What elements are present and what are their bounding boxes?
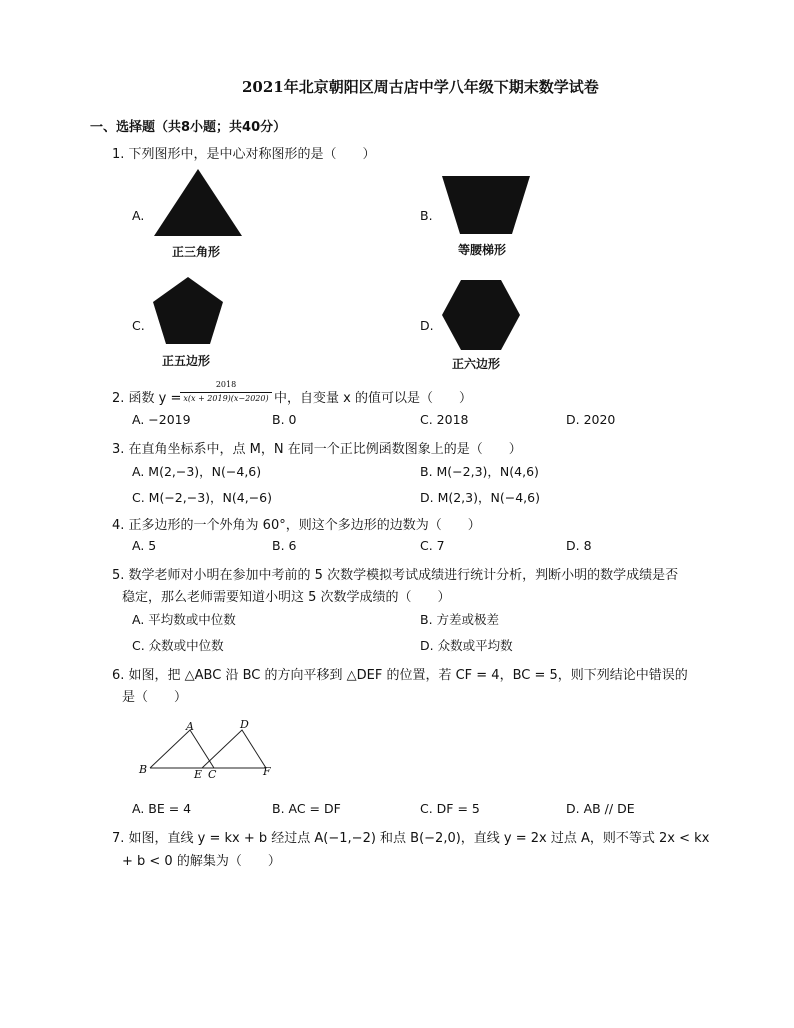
fig-label-d: D (240, 718, 249, 731)
q1-caption-b: 等腰梯形 (458, 243, 507, 257)
trapezoid-figure (440, 174, 532, 236)
triangle-figure (152, 166, 244, 238)
q3-stem: 3. 在直角坐标系中，点 M，N 在同一个正比例函数图象上的是（ ） (112, 442, 522, 457)
hexagon-figure (440, 278, 522, 352)
q3-option-b[interactable]: B. M(−2,3)，N(4,6) (420, 464, 539, 479)
q1-option-b-letter[interactable]: B. (420, 208, 433, 223)
q3-option-d[interactable]: D. M(2,3)，N(−4,6) (420, 490, 540, 505)
q6-stem-line1: 6. 如图，把 △ABC 沿 BC 的方向平移到 △DEF 的位置，若 CF = 4，BC = 5，则下列结论中错误的 (112, 668, 688, 683)
q3-option-c[interactable]: C. M(−2,−3)，N(4,−6) (132, 490, 272, 505)
q2-prefix: 2. 函数 y = (112, 391, 182, 406)
q7-stem-line1: 7. 如图，直线 y = kx + b 经过点 A(−1,−2) 和点 B(−2,0)，直线 y = 2x 过点 A，则不等式 2x < kx (112, 831, 710, 846)
q5-option-d[interactable]: D. 众数或平均数 (420, 638, 513, 653)
section-heading: 一、选择题（共8小题；共40分） (90, 120, 287, 135)
q4-option-d[interactable]: D. 8 (566, 538, 592, 553)
q2-option-d[interactable]: D. 2020 (566, 412, 616, 427)
q6-option-b[interactable]: B. AC = DF (272, 801, 341, 816)
q5-option-b[interactable]: B. 方差或极差 (420, 612, 500, 627)
q6-option-c[interactable]: C. DF = 5 (420, 801, 480, 816)
fig-label-c: C (208, 768, 217, 781)
q4-option-b[interactable]: B. 6 (272, 538, 297, 553)
q6-option-a[interactable]: A. BE = 4 (132, 801, 192, 816)
q1-option-a-letter[interactable]: A. (132, 208, 145, 223)
q1-caption-c: 正五边形 (162, 354, 211, 368)
q5-option-a[interactable]: A. 平均数或中位数 (132, 612, 236, 627)
q6-option-d[interactable]: D. AB // DE (566, 801, 635, 816)
q4-option-c[interactable]: C. 7 (420, 538, 445, 553)
q2-suffix: 中，自变量 x 的值可以是（ ） (274, 391, 472, 406)
q5-stem-line2: 稳定，那么老师需要知道小明这 5 次数学成绩的（ ） (122, 590, 451, 605)
fig-label-b: B (139, 763, 148, 776)
page-title: 2021年北京朝阳区周古店中学八年级下期末数学试卷 (242, 78, 599, 96)
pentagon-figure (150, 274, 226, 348)
q2-fraction-denominator: x(x + 2019)(x−2020) (183, 394, 269, 403)
q6-stem-line2: 是（ ） (122, 690, 188, 705)
fig-label-e: E (194, 768, 203, 781)
q5-stem-line1: 5. 数学老师对小明在参加中考前的 5 次数学模拟考试成绩进行统计分析，判断小明的数学成绩是否 (112, 568, 679, 583)
q4-option-a[interactable]: A. 5 (132, 538, 157, 553)
q1-option-d-letter[interactable]: D. (420, 318, 434, 333)
q1-caption-d: 正六边形 (452, 357, 501, 371)
q2-fraction-numerator: 2018 (215, 380, 237, 389)
q2-option-b[interactable]: B. 0 (272, 412, 297, 427)
q2-option-c[interactable]: C. 2018 (420, 412, 469, 427)
fig-label-a: A (186, 720, 194, 733)
fig-label-f: F (263, 765, 271, 778)
q7-stem-line2: + b < 0 的解集为（ ） (122, 854, 281, 869)
q3-option-a[interactable]: A. M(2,−3)，N(−4,6) (132, 464, 262, 479)
q4-stem: 4. 正多边形的一个外角为 60°，则这个多边形的边数为（ ） (112, 518, 481, 533)
q1-stem: 1. 下列图形中，是中心对称图形的是（ ） (112, 147, 376, 162)
q2-option-a[interactable]: A. −2019 (132, 412, 191, 427)
q1-caption-a: 正三角形 (172, 245, 221, 259)
q5-option-c[interactable]: C. 众数或中位数 (132, 638, 224, 653)
q1-option-c-letter[interactable]: C. (132, 318, 145, 333)
q2-fraction-bar (180, 392, 272, 393)
